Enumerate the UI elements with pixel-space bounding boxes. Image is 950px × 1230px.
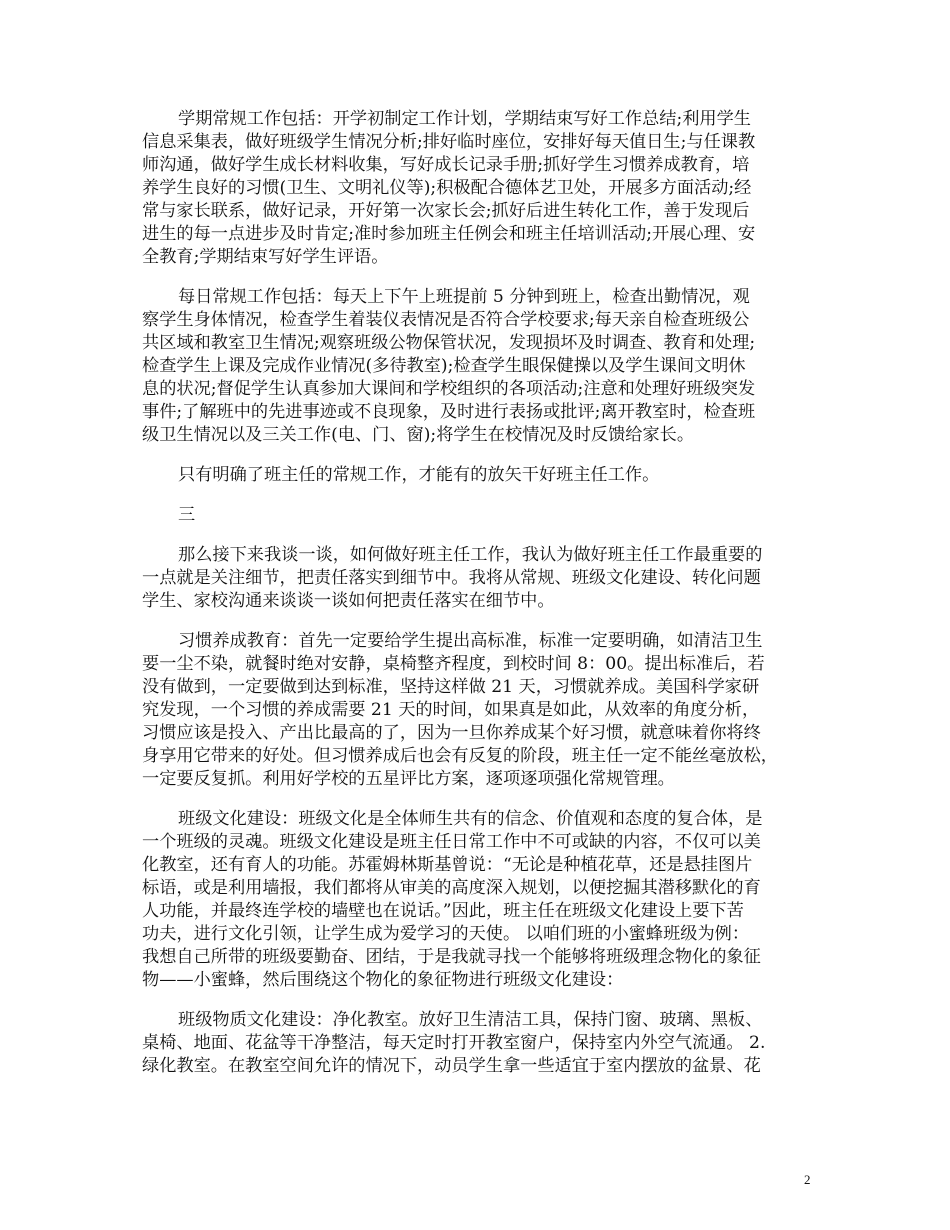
paragraph-line: 功夫，进行文化引领，让学生成为爱学习的天使。 以咱们班的小蜜蜂班级为例： [142, 924, 750, 944]
paragraph-line: 我想自己所带的班级要勤奋、团结，于是我就寻找一个能够将班级理念物化的象征 [142, 947, 761, 967]
paragraph-line: 桌椅、地面、花盆等干净整洁，每天定时打开教室窗户，保持室内外空气流通。 2. [142, 1033, 766, 1053]
paragraph-line: 身享用它带来的好处。但习惯养成后也会有反复的阶段，班主任一定不能丝毫放松， [142, 746, 778, 766]
paragraph [142, 286, 828, 447]
paragraph [142, 504, 828, 527]
paragraph-line: 共区域和教室卫生情况;观察班级公物保管状况，发现损坏及时调查、教育和处理; [142, 333, 756, 353]
paragraph-line: 习惯养成教育：首先一定要给学生提出高标准，标准一定要明确，如清洁卫生 [178, 631, 763, 651]
paragraph-line: 级卫生情况以及三关工作(电、门、窗);将学生在校情况及时反馈给家长。 [142, 425, 695, 445]
paragraph-line: 绿化教室。在教室空间允许的情况下，动员学生拿一些适宜于室内摆放的盆景、花 [142, 1056, 761, 1076]
paragraph-line: 常与家长联系，做好记录，开好第一次家长会;抓好后进生转化工作，善于发现后 [142, 201, 750, 221]
paragraph-line: 习惯应该是投入、产出比最高的了，因为一旦你养成某个好习惯，就意味着你将终 [142, 723, 761, 743]
paragraph-line: 三 [178, 505, 196, 525]
paragraph [142, 1009, 828, 1078]
paragraph-line: 学生、家校沟通来谈谈一谈如何把责任落实在细节中。 [142, 591, 555, 611]
paragraph-line: 进生的每一点进步及时肯定;准时参加班主任例会和班主任培训活动;开展心理、安 [142, 224, 756, 244]
paragraph-line: 每日常规工作包括：每天上下午上班提前 5 分钟到班上，检查出勤情况，观 [178, 287, 750, 307]
paragraph-line: 要一尘不染，就餐时绝对安静，桌椅整齐程度，到校时间 8：00。提出标准后，若 [142, 654, 765, 674]
document-body [142, 108, 828, 1095]
paragraph-line: 班级文化建设：班级文化是全体师生共有的信念、价值观和态度的复合体，是 [178, 809, 763, 829]
paragraph-line: 化教室，还有育人的功能。苏霍姆林斯基曾说：“无论是种植花草，还是悬挂图片 [142, 855, 753, 875]
paragraph-line: 师沟通，做好学生成长材料收集，写好成长记录手册;抓好学生习惯养成教育，培 [142, 155, 750, 175]
paragraph-line: 察学生身体情况，检查学生着装仪表情况是否符合学校要求;每天亲自检查班级公 [142, 310, 750, 330]
paragraph-line: 一个班级的灵魂。班级文化建设是班主任日常工作中不可或缺的内容，不仅可以美 [142, 832, 761, 852]
paragraph-line: 究发现，一个习惯的养成需要 21 天的时间，如果真是如此，从效率的角度分析， [142, 700, 760, 720]
paragraph-line: 只有明确了班主任的常规工作，才能有的放矢干好班主任工作。 [178, 465, 660, 485]
paragraph [142, 544, 828, 613]
paragraph-line: 全教育;学期结束写好学生评语。 [142, 247, 389, 267]
paragraph-line: 一定要反复抓。利用好学校的五星评比方案，逐项逐项强化常规管理。 [142, 769, 675, 789]
page-number: 2 [804, 1172, 811, 1187]
paragraph-line: 标语，或是利用墙报，我们都将从审美的高度深入规划，以便挖掘其潜移默化的育 [142, 878, 761, 898]
paragraph-line: 班级物质文化建设：净化教室。放好卫生清洁工具，保持门窗、玻璃、黑板、 [178, 1010, 763, 1030]
paragraph-line: 信息采集表，做好班级学生情况分析;排好临时座位，安排好每天值日生;与任课教 [142, 132, 756, 152]
paragraph-line: 息的状况;督促学生认真参加大课间和学校组织的各项活动;注意和处理好班级突发 [142, 379, 756, 399]
paragraph-line: 学期常规工作包括：开学初制定工作计划，学期结束写好工作总结;利用学生 [178, 109, 751, 129]
paragraph [142, 108, 828, 269]
paragraph-line: 那么接下来我谈一谈，如何做好班主任工作，我认为做好班主任工作最重要的 [178, 545, 763, 565]
paragraph-line: 养学生良好的习惯(卫生、文明礼仪等);积极配合德体艺卫处，开展多方面活动;经 [142, 178, 752, 198]
paragraph [142, 808, 828, 992]
paragraph-line: 事件;了解班中的先进事迹或不良现象，及时进行表扬或批评;离开教室时，检查班 [142, 402, 756, 422]
paragraph-line: 检查学生上课及完成作业情况(多待教室);检查学生眼保健操以及学生课间文明休 [142, 356, 746, 376]
paragraph [142, 630, 828, 791]
paragraph-line: 一点就是关注细节，把责任落实到细节中。我将从常规、班级文化建设、转化问题 [142, 568, 761, 588]
paragraph-line: 人功能，并最终连学校的墙壁也在说话。”因此，班主任在班级文化建设上要下苦 [142, 901, 744, 921]
paragraph-line: 没有做到，一定要做到达到标准，坚持这样做 21 天，习惯就养成。美国科学家研 [142, 677, 760, 697]
paragraph [142, 464, 828, 487]
paragraph-line: 物——小蜜蜂，然后围绕这个物化的象征物进行班级文化建设： [142, 970, 624, 990]
